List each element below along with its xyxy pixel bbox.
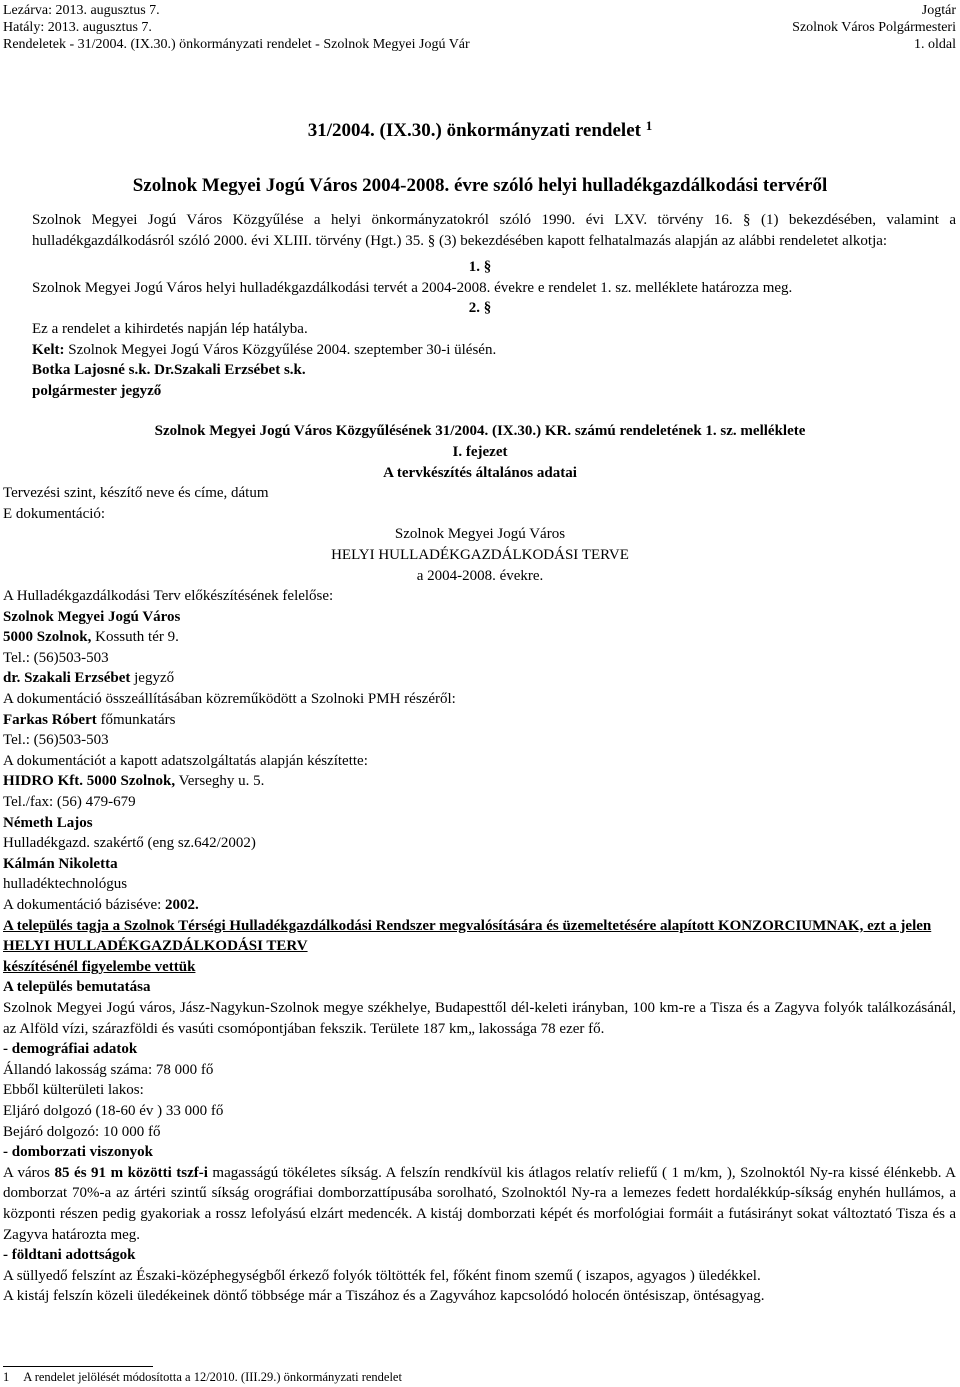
expert-1-name: Németh Lajos xyxy=(3,814,93,831)
foldtan-2: A kistáj felszín közeli üledékeinek döntő többsége már a Tiszához és a Zagyvához kapcsolódó holocén öntésiszap, öntésagyag. xyxy=(3,1288,765,1305)
kelt-line xyxy=(0,340,960,361)
foldtan-heading: - földtani adottságok xyxy=(3,1247,136,1264)
annex-chapter-title: A tervkészítés általános adatai xyxy=(383,464,577,481)
decree-number-text: 31/2004. (IX.30.) önkormányzati rendelet xyxy=(307,120,641,141)
footnote-ref[interactable]: 1 xyxy=(645,118,653,133)
e-dokumentacio: E dokumentáció: xyxy=(3,505,106,522)
expert-1-title: Hulladékgazd. szakértő (eng sz.642/2002) xyxy=(3,835,256,852)
felelos-street: Kossuth tér 9. xyxy=(95,629,179,646)
doc-title-plan: HELYI HULLADÉKGAZDÁLKODÁSI TERVE xyxy=(331,546,629,563)
footnote-number: 1 xyxy=(3,1370,10,1384)
tel-1: Tel.: (56)503-503 xyxy=(3,649,109,666)
page-header-right xyxy=(792,2,956,53)
bazis-label: A dokumentáció báziséve: xyxy=(3,897,162,913)
jegyzo-line xyxy=(0,668,960,689)
pmh-label: A dokumentáció összeállításában közreműködött a Szolnoki PMH részéről: xyxy=(3,691,456,708)
jegyzo-name: dr. Szakali Erzsébet xyxy=(3,670,131,687)
header-lezaras: Lezárva: 2013. augusztus 7. xyxy=(3,3,160,18)
jegyzo-title: jegyző xyxy=(134,670,175,687)
section-1-number: 1. § xyxy=(468,259,492,276)
header-hataly: Hatály: 2013. augusztus 7. xyxy=(3,20,152,35)
bejaro-dolgozo: Bejáró dolgozó: 10 000 fő xyxy=(3,1123,161,1140)
header-publisher: Szolnok Város Polgármesteri xyxy=(792,20,956,35)
decree-subject: Szolnok Megyei Jogú Város 2004-2008. évre szóló helyi hulladékgazdálkodási tervéről xyxy=(132,175,828,196)
kelt-text: Szolnok Megyei Jogú Város Közgyűlése 2004. szeptember 30-i ülésén. xyxy=(68,341,497,358)
annex-heading: Szolnok Megyei Jogú Város Közgyűlésének 31/2004. (IX.30.) KR. számú rendeletének 1. sz. melléklete xyxy=(154,423,806,440)
eljaro-dolgozo: Eljáró dolgozó (18-60 év ) 33 000 fő xyxy=(3,1102,224,1119)
tervezesi-szint: Tervezési szint, készítő neve és címe, dátum xyxy=(3,485,269,502)
domborzat-paragraph xyxy=(0,1163,960,1245)
expert-2-title: hulladéktechnológus xyxy=(3,876,128,893)
felelos-address xyxy=(0,627,960,648)
annex-chapter: I. fejezet xyxy=(452,443,508,460)
pmh-title: főmunkatárs xyxy=(100,711,176,728)
felelos-city: 5000 Szolnok, xyxy=(3,629,92,646)
company-street: Verseghy u. 5. xyxy=(178,773,265,790)
keszitette-label: A dokumentációt a kapott adatszolgáltatás alapján készítette: xyxy=(3,752,368,769)
telfax: Tel./fax: (56) 479-679 xyxy=(3,794,136,811)
decree-number xyxy=(0,120,960,142)
bemutatas-heading: A település bemutatása xyxy=(3,979,151,996)
footnote-text: A rendelet jelölését módosította a 12/2010. (III.29.) önkormányzati rendelet xyxy=(23,1370,402,1384)
document-body xyxy=(0,210,960,1307)
footnote xyxy=(3,1369,402,1385)
company-name: HIDRO Kft. 5000 Szolnok, xyxy=(3,773,176,790)
doc-title-city: Szolnok Megyei Jogú Város xyxy=(394,526,566,543)
header-rendeletek: Rendeletek - 31/2004. (IX.30.) önkormányzati rendelet - Szolnok Megyei Jogú Vár xyxy=(3,37,470,52)
intro-paragraph: Szolnok Megyei Jogú Város Közgyűlése a helyi önkormányzatokról szóló 1990. évi LXV. törvény 16. § (1) bekezdésében, valamint a hulladékgazdálkodásról szóló 2000. évi XLIII. törvény (Hgt.) 35. § (3) bekezdésében kapott felhatalmazás alapján az alábbi rendeletet alkotja: xyxy=(32,212,956,249)
footnote-separator xyxy=(3,1366,153,1367)
header-jogtar: Jogtár xyxy=(921,3,956,18)
demografia-heading: - demográfiai adatok xyxy=(3,1041,138,1058)
bemutatas-text: Szolnok Megyei Jogú város, Jász-Nagykun-Szolnok megye székhelye, Budapesttől dél-keleti irányban, 100 km-re a Tisza és a Zagyva folyók találkozásánál, az Alföld vízi, szárazföldi és vasúti csomópontjában fekszik. Területe 187 km„ lakossága 78 ezer fő. xyxy=(3,999,956,1037)
pmh-line xyxy=(0,710,960,731)
expert-2-name: Kálmán Nikoletta xyxy=(3,855,118,872)
page-header-left xyxy=(3,2,470,53)
domborzat-text: magasságú tökéletes síkság. A felszín rendkívül kis átlagos relatív reliefű ( 1 m/km, ), Szolnoktól Ny-ra kissé élénkebb. A domborzat 70%-a az ártéri szintű síkság orográfiai domborzattípusába sorolható, Szolnoktól Ny-ra a lemezes fedett hordalékkúp-síkság enyhén hullámos, a központi részen pedig gyakoriak a rossz lefolyású elzárt medencék. A kistáj domborzati képét és morfológiai formáit a futásirányt sokat változtató Tisza és a Zagyva határozta meg. xyxy=(3,1164,957,1243)
section-1-text: Szolnok Megyei Jogú Város helyi hulladékgazdálkodási tervét a 2004-2008. évekre e rendelet 1. sz. melléklete határozza meg. xyxy=(32,279,793,296)
figyelembe-vettuk: készítésénél figyelembe vettük xyxy=(3,958,196,975)
bazis-line xyxy=(0,895,960,916)
kulteruleti-lakos: Ebből külterületi lakos: xyxy=(3,1082,144,1099)
doc-title-years: a 2004-2008. évekre. xyxy=(416,567,544,584)
domborzat-bold: 85 és 91 m közötti tszf-i xyxy=(54,1164,208,1181)
domborzat-heading: - domborzati viszonyok xyxy=(3,1144,153,1161)
tel-2: Tel.: (56)503-503 xyxy=(3,732,109,749)
helyi-terv: HELYI HULLADÉKGAZDÁLKODÁSI TERV xyxy=(3,938,308,955)
signature-titles: polgármester jegyző xyxy=(32,382,162,399)
domborzat-pre: A város xyxy=(3,1164,51,1181)
kelt-label: Kelt: xyxy=(32,341,65,358)
foldtan-1: A süllyedő felszínt az Északi-középhegységből érkező folyók töltötték fel, főként finom szemű ( iszapos, agyagos ) üledékkel. xyxy=(3,1267,761,1284)
company-line xyxy=(0,771,960,792)
allando-lakossag: Állandó lakosság száma: 78 000 fő xyxy=(3,1061,214,1078)
konzorcium-text: A település tagja a Szolnok Térségi Hulladékgazdálkodási Rendszer megvalósítására és üzemeltetésére alapított KONZORCIUMNAK, ezt a jelen xyxy=(3,917,932,934)
section-2-number: 2. § xyxy=(468,300,492,317)
signature-names: Botka Lajosné s.k. Dr.Szakali Erzsébet s.k. xyxy=(32,362,306,379)
header-page-number: 1. oldal xyxy=(914,37,956,52)
pmh-name: Farkas Róbert xyxy=(3,711,97,728)
felelos-label: A Hulladékgazdálkodási Terv előkészítésének felelőse: xyxy=(3,588,334,605)
bazis-year: 2002. xyxy=(165,897,199,913)
felelos-name: Szolnok Megyei Jogú Város xyxy=(3,608,181,625)
section-2-text: Ez a rendelet a kihirdetés napján lép hatályba. xyxy=(32,320,308,337)
